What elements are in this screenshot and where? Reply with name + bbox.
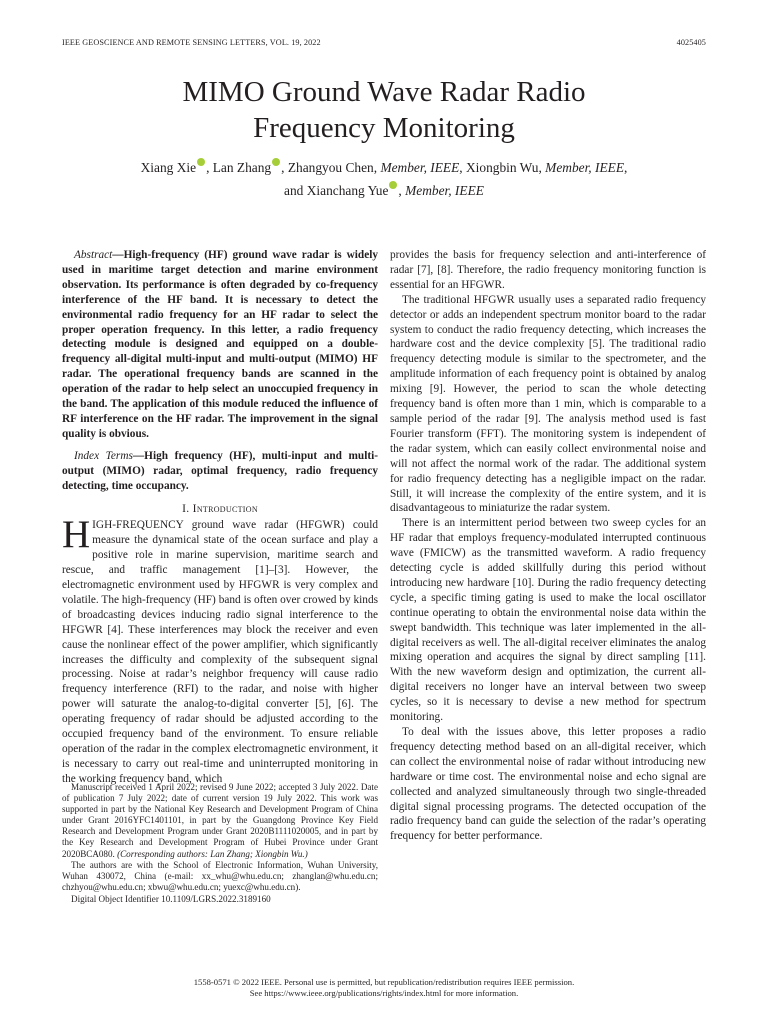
author-separator: , xyxy=(624,160,628,175)
copyright-notice xyxy=(0,977,768,999)
copyright-line: 1558-0571 © 2022 IEEE. Personal use is permitted, but republication/redistribution requires IEEE permission. xyxy=(193,977,575,987)
index-terms-text: High frequency (HF), multi-input and multi-output (MIMO) radar, optimal frequency, radio frequency detecting, time occupancy. xyxy=(62,449,378,492)
author-role: Member, IEEE xyxy=(545,160,624,175)
author-list xyxy=(0,156,768,202)
body-paragraph: There is an intermittent period between two sweep cycles for an HF radar that employs frequency-modulated interrupted continuous wave (FMICW) as the transmitted waveform. A radio frequency detecting cycle is added skillfully during this period without introducing new hardware [10]. During the radio frequency detecting cycle, a specific timing gating is used to make the local oscillator continue operating to obtain the environmental noise data within the swept bandwidth. This technique was later implemented in the all-digital receivers as well. The all-digital receiver eliminates the analog mixing operation and acquires the signal by direct sampling [11]. With the new waveform design and optimization, the current all-digital receivers no longer have an interval between two sweep cycles, so it is necessary to devise a new method for spectrum monitoring. xyxy=(390,517,706,724)
rights-link[interactable]: See https://www.ieee.org/publications/rights/index.html for more information. xyxy=(249,988,519,998)
abstract-text: High-frequency (HF) ground wave radar is widely used in maritime target detection and marine environment observation. Its performance is often degraded by co-frequency interference of the HF band. It is necessary to detect the environmental radio frequency for an HF radar to select the proper operation frequency. In this letter, a radio frequency detecting module is designed and equipped on a double-frequency all-digital multi-input and multi-output (MIMO) HF radar. The operational frequency bands are scanned in the operation of the radar to help select an unoccupied frequency in the band. The application of this module reduced the influence of RF interference on the HF radar. The improvement in the signal quality is obvious. xyxy=(62,249,378,440)
section-heading xyxy=(62,502,378,517)
drop-cap: H xyxy=(62,513,91,557)
index-terms xyxy=(62,449,378,494)
body-paragraph: provides the basis for frequency selection and anti-interference of radar [7], [8]. Therefore, the radio frequency monitoring function is essential for an HFGWR. xyxy=(390,249,706,291)
section-number: I. xyxy=(182,501,193,515)
index-terms-label: Index Terms xyxy=(74,449,133,462)
body-paragraph: The traditional HFGWR usually uses a separated radio frequency detector or adds an independent spectrum monitor board to the radar system to conduct the radio frequency detecting, which increases the hardware cost and the device complexity [5]. The traditional radio frequency detecting module is similar to the spectrometer, and the amplitude information of each frequency point is obtained by analog mixing [9]. However, the period to scan the whole detecting frequency band is often more than 1 min, which is comparable to a sample period of the radar [9]. The analysis method used is fast Fourier transform (FFT). The monitoring system is independent of the radar system, which can easily collect environmental noise and will not affect the normal work of the radar. The additional system for radio frequency detecting has a negligible impact on the radar. Still, it will increase the complexity of the entire system, and it is disadvantageous to miniaturize the radar system. xyxy=(390,293,706,515)
footnote-manuscript xyxy=(62,782,378,860)
journal-name: IEEE GEOSCIENCE AND REMOTE SENSING LETTERS, VOL. 19, 2022 xyxy=(62,38,321,47)
orcid-icon[interactable] xyxy=(272,158,280,166)
corresponding-authors: (Corresponding authors: Lan Zhang; Xiongbin Wu.) xyxy=(117,848,308,859)
author-line-1 xyxy=(0,156,768,179)
footnote-text: Manuscript received 1 April 2022; revised 9 June 2022; accepted 3 July 2022. Date of publication 7 July 2022; date of current version 19 July 2022. This work was supported in part by the National Key Research and Development Program of China under Grant 2016YFC1401101, in part by the Guangdong Province Key Field Research and Development Program under Grant 2020B1111020005, and in part by the Key Research and Development Program of Hubei Province under Grant 2020BCA080. xyxy=(62,782,378,859)
left-column xyxy=(62,248,378,787)
section-title: Introduction xyxy=(192,501,258,515)
paper-title xyxy=(0,74,768,146)
right-column xyxy=(390,248,706,844)
abstract xyxy=(62,248,378,442)
author-role: Member, IEEE xyxy=(405,183,484,198)
title-line-1: MIMO Ground Wave Radar Radio xyxy=(182,76,586,108)
author-name: Xiang Xie xyxy=(140,160,197,175)
author-name: , Zhangyou Chen, xyxy=(281,160,381,175)
article-number: 4025405 xyxy=(676,38,706,47)
author-name: , Xiongbin Wu, xyxy=(459,160,546,175)
author-name: , Lan Zhang xyxy=(206,160,272,175)
author-name: and Xianchang Yue xyxy=(284,183,389,198)
orcid-icon[interactable] xyxy=(197,158,205,166)
abstract-label: Abstract xyxy=(74,249,113,261)
title-line-2: Frequency Monitoring xyxy=(253,112,515,144)
body-paragraph: To deal with the issues above, this letter proposes a radio frequency detecting method based on an all-digital receiver, which can collect the environmental noise of radar without introducing new hardware or time cost. The environmental noise and echo signal are collected and analyzed simultaneously through two single-threaded digital signal processing programs. The detected occupation of the radio frequency band can guide the selection of the radar’s operating frequency for better performance. xyxy=(390,726,706,843)
author-role: Member, IEEE xyxy=(380,160,460,175)
index-terms-dash: — xyxy=(132,449,145,462)
author-separator: , xyxy=(398,183,406,198)
orcid-icon[interactable] xyxy=(389,181,397,189)
paragraph-text: IGH-FREQUENCY ground wave radar (HFGWR) could measure the dynamical state of the ocean surface and play a positive role in marine supervision, maritime search and rescue, and traffic management [1]–[3]. However, the electromagnetic environment used by HFGWR is very complex and volatile. The high-frequency (HF) band is often over crowed by kinds of broadcasting devices inducing radio signal interference to the HFGWR [4]. These interferences may block the receiver and even cause the nonlinear effect of the power amplifier, which significantly increases the difficulty and complexity of the subsequent signal processing. Noise at radar’s neighbor frequency will cause radio frequency interference (RFI) to the radar, and noise with higher power will saturate the analog-to-digital converter [5], [6]. The operating frequency of radar should be adjusted according to the occupied frequency band of the environment. To ensure reliable operation of the radar in the complex electromagnetic environment, it is necessary to carry out real-time and uninterrupted monitoring in the working frequency band, which xyxy=(62,519,378,785)
body-paragraph xyxy=(62,513,378,786)
footnote-affiliation: The authors are with the School of Electronic Information, Wuhan University, Wuhan 430072, China (e-mail: xx_whu@whu.edu.cn; zhanglan@whu.edu.cn; chzhyou@whu.edu.cn; xbwu@whu.edu.cn; yuexc@whu.edu.cn). xyxy=(62,859,378,892)
doi-line: Digital Object Identifier 10.1109/LGRS.2022.3189160 xyxy=(71,893,271,904)
author-line-2 xyxy=(0,179,768,202)
running-header xyxy=(62,38,706,47)
abstract-dash: — xyxy=(112,249,124,261)
footnote xyxy=(62,782,378,905)
